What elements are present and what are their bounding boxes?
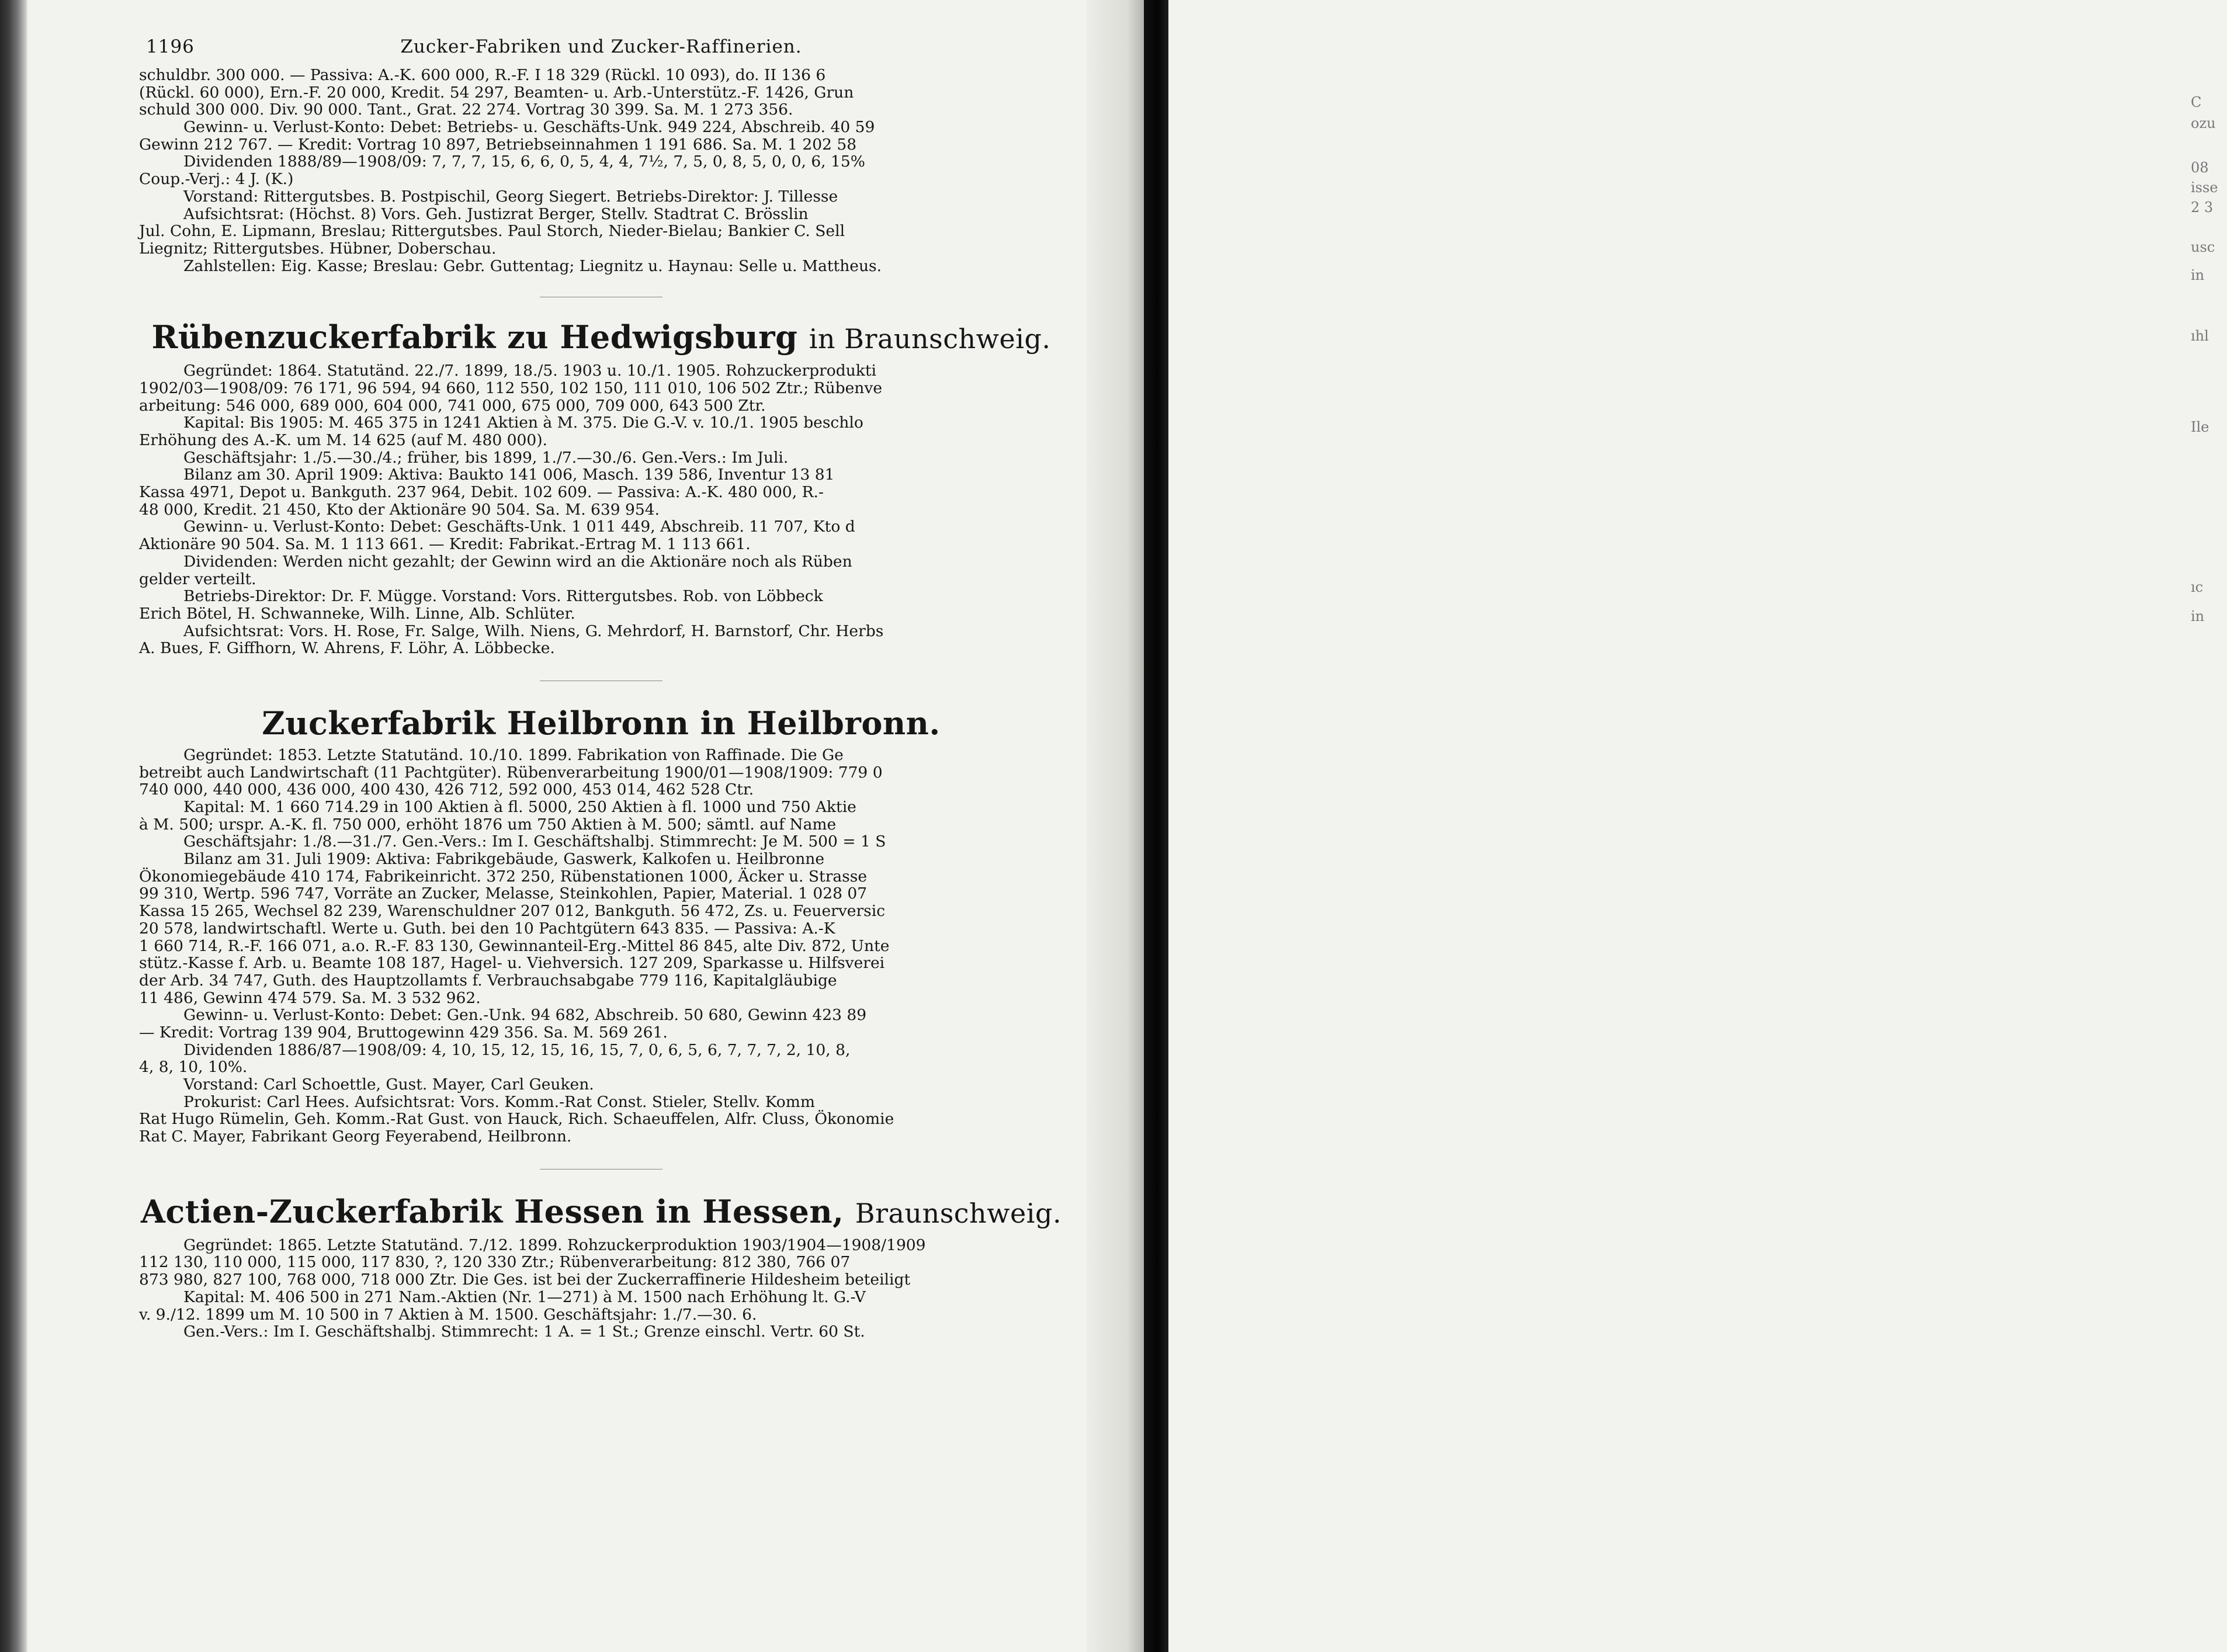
company-location: in Braunschweig.	[809, 323, 1051, 355]
text-line: 99 310, Wertp. 596 747, Vorräte an Zucker, Melasse, Steinkohlen, Papier, Material. 1 028 07	[139, 884, 868, 903]
text-line: Gen.-Vers.: Im I. Geschäftshalbj. Stimmrecht: 1 A. = 1 St.; Grenze einschl. Vertr. 60 St.	[183, 1323, 865, 1341]
company-title-heilbronn	[139, 704, 1063, 742]
company-entry-hessen	[139, 1237, 1063, 1341]
company-name: Rübenzuckerfabrik zu Hedwigsburg	[151, 318, 798, 356]
text-line: gelder verteilt.	[139, 570, 256, 588]
text-line: à M. 500; urspr. A.-K. fl. 750 000, erhöht 1876 um 750 Aktien à M. 500; sämtl. auf Name	[139, 815, 837, 834]
text-line: Gewinn- u. Verlust-Konto: Debet: Gen.-Unk. 94 682, Abschreib. 50 680, Gewinn 423 89	[183, 1006, 867, 1025]
text-line: Jul. Cohn, E. Lipmann, Breslau; Rittergutsbes. Paul Storch, Nieder-Bielau; Bankier C. Sell	[139, 222, 845, 241]
text-line: 11 486, Gewinn 474 579. Sa. M. 3 532 962.	[139, 988, 481, 1007]
text-line: Gegründet: 1864. Statutänd. 22./7. 1899, 18./5. 1903 u. 10./1. 1905. Rohzuckerprodukti	[183, 362, 876, 380]
text-line: arbeitung: 546 000, 689 000, 604 000, 741 000, 675 000, 709 000, 643 500 Ztr.	[139, 396, 766, 415]
facing-page-strip	[1087, 0, 2218, 1652]
text-line: Rat Hugo Rümelin, Geh. Komm.-Rat Gust. von Hauck, Rich. Schaeuffelen, Alfr. Cluss, Ökonomie	[139, 1110, 894, 1129]
text-line: 873 980, 827 100, 768 000, 718 000 Ztr. Die Ges. ist bei der Zuckerraffinerie Hildesheim beteiligt	[139, 1271, 911, 1289]
text-line: Dividenden 1886/87—1908/09: 4, 10, 15, 12, 15, 16, 15, 7, 0, 6, 5, 6, 7, 7, 7, 2, 10, 8,	[183, 1040, 851, 1059]
text-line: Gewinn- u. Verlust-Konto: Debet: Geschäfts-Unk. 1 011 449, Abschreib. 11 707, Kto d	[183, 518, 855, 536]
text-line: Prokurist: Carl Hees. Aufsichtsrat: Vors. Komm.-Rat Const. Stieler, Stellv. Komm	[183, 1092, 816, 1111]
text-line: Vorstand: Carl Schoettle, Gust. Mayer, Carl Geuken.	[183, 1075, 594, 1094]
text-line: betreibt auch Landwirtschaft (11 Pachtgüter). Rübenverarbeitung 1900/01—1908/1909: 779 0	[139, 763, 883, 782]
company-entry-heilbronn	[139, 747, 1063, 1146]
text-line: v. 9./12. 1899 um M. 10 500 in 7 Aktien à M. 1500. Geschäftsjahr: 1./7.—30. 6.	[139, 1305, 757, 1324]
text-line: Kassa 4971, Depot u. Bankguth. 237 964, Debit. 102 609. — Passiva: A.-K. 480 000, R.-	[139, 483, 824, 502]
text-line: Gegründet: 1865. Letzte Statutänd. 7./12. 1899. Rohzuckerproduktion 1903/1904—1908/1909	[183, 1235, 926, 1254]
text-line: Kassa 15 265, Wechsel 82 239, Warenschuldner 207 012, Bankguth. 56 472, Zs. u. Feuerversic	[139, 902, 886, 921]
text-line: Ökonomiegebäude 410 174, Fabrikeinricht. 372 250, Rübenstationen 1000, Äcker u. Strasse	[139, 867, 868, 886]
text-line: Aktionäre 90 504. Sa. M. 1 113 661. — Kredit: Fabrikat.-Ertrag M. 1 113 661.	[139, 535, 751, 554]
text-line: 4, 8, 10, 10%.	[139, 1058, 248, 1077]
facing-fragment: 2 3	[2191, 199, 2214, 216]
text-line: Kapital: Bis 1905: M. 465 375 in 1241 Aktien à M. 375. Die G.-V. v. 10./1. 1905 beschlo	[183, 414, 863, 432]
text-line: Dividenden 1888/89—1908/09: 7, 7, 7, 15, 6, 6, 0, 5, 4, 4, 7½, 7, 5, 0, 8, 5, 0, 0, 6, 15%	[183, 152, 865, 171]
text-line: stütz.-Kasse f. Arb. u. Beamte 108 187, Hagel- u. Viehversich. 127 209, Sparkasse u. Hilfsverei	[139, 954, 885, 973]
text-line: 1902/03—1908/09: 76 171, 96 594, 94 660, 112 550, 102 150, 111 010, 106 502 Ztr.; Rübenve	[139, 379, 883, 397]
text-line: 740 000, 440 000, 436 000, 400 430, 426 712, 592 000, 453 014, 462 528 Ctr.	[139, 780, 754, 799]
running-title: Zucker-Fabriken und Zucker-Raffinerien.	[400, 36, 802, 57]
text-line: Gewinn 212 767. — Kredit: Vortrag 10 897, Betriebseinnahmen 1 191 686. Sa. M. 1 202 58	[139, 135, 857, 154]
text-line: Rat C. Mayer, Fabrikant Georg Feyerabend, Heilbronn.	[139, 1127, 572, 1146]
facing-fragment: ıc	[2191, 579, 2204, 595]
text-line: Gewinn- u. Verlust-Konto: Debet: Betriebs- u. Geschäfts-Unk. 949 224, Abschreib. 40 59	[183, 118, 875, 137]
company-location: Braunschweig.	[855, 1197, 1062, 1229]
text-line: Liegnitz; Rittergutsbes. Hübner, Doberschau.	[139, 239, 497, 258]
text-line: Zahlstellen: Eig. Kasse; Breslau: Gebr. Guttentag; Liegnitz u. Haynau: Selle u. Mattheus.	[183, 256, 882, 275]
text-line: der Arb. 34 747, Guth. des Hauptzollamts f. Verbrauchsabgabe 779 116, Kapitalgläubige	[139, 971, 837, 990]
text-line: Bilanz am 30. April 1909: Aktiva: Baukto 141 006, Masch. 139 586, Inventur 13 81	[183, 466, 835, 484]
text-line: Geschäftsjahr: 1./5.—30./4.; früher, bis 1899, 1./7.—30./6. Gen.-Vers.: Im Juli.	[183, 448, 789, 467]
text-line: Aufsichtsrat: Vors. H. Rose, Fr. Salge, Wilh. Niens, G. Mehrdorf, H. Barnstorf, Chr. Herbs	[183, 622, 884, 640]
company-title-hessen	[139, 1193, 1063, 1232]
scan-edge-left	[0, 0, 28, 1652]
facing-fragment: ıhl	[2191, 328, 2209, 344]
text-line: (Rückl. 60 000), Ern.-F. 20 000, Kredit. 54 297, Beamten- u. Arb.-Unterstütz.-F. 1426, Grun	[139, 83, 854, 102]
text-line: Vorstand: Rittergutsbes. B. Postpischil, Georg Siegert. Betriebs-Direktor: J. Tillesse	[183, 187, 838, 206]
facing-fragment: C	[2191, 94, 2202, 110]
text-line: 20 578, landwirtschaftl. Werte u. Guth. bei den 10 Pachtgütern 643 835. — Passiva: A.-K	[139, 919, 835, 938]
book-page	[139, 36, 1063, 1637]
scan-edge-right	[1144, 0, 1168, 1652]
text-line: Kapital: M. 406 500 in 271 Nam.-Aktien (Nr. 1—271) à M. 1500 nach Erhöhung lt. G.-V	[183, 1287, 866, 1306]
facing-fragment: usc	[2191, 239, 2215, 255]
text-line: Dividenden: Werden nicht gezahlt; der Gewinn wird an die Aktionäre noch als Rüben	[183, 552, 852, 571]
facing-fragment: Ile	[2191, 419, 2209, 435]
text-line: Betriebs-Direktor: Dr. F. Mügge. Vorstand: Vors. Rittergutsbes. Rob. von Löbbeck	[183, 587, 823, 606]
carryover-entry	[139, 67, 1063, 275]
text-line: A. Bues, F. Giffhorn, W. Ahrens, F. Löhr, A. Löbbecke.	[139, 639, 555, 658]
company-entry-hedwigsburg	[139, 362, 1063, 657]
text-line: schuldbr. 300 000. — Passiva: A.-K. 600 000, R.-F. I 18 329 (Rückl. 10 093), do. II 136 6	[139, 66, 826, 84]
company-title-hedwigsburg	[139, 318, 1063, 358]
company-name: Zuckerfabrik Heilbronn in Heilbronn.	[262, 704, 941, 742]
text-line: schuld 300 000. Div. 90 000. Tant., Grat. 22 274. Vortrag 30 399. Sa. M. 1 273 356.	[139, 100, 793, 119]
text-line: Kapital: M. 1 660 714.29 in 100 Aktien à fl. 5000, 250 Aktien à fl. 1000 und 750 Aktie	[183, 798, 856, 816]
facing-fragment: in	[2191, 608, 2205, 624]
text-line: — Kredit: Vortrag 139 904, Bruttogewinn 429 356. Sa. M. 569 261.	[139, 1023, 668, 1042]
facing-fragment: in	[2191, 267, 2205, 283]
text-line: Erich Bötel, H. Schwanneke, Wilh. Linne, Alb. Schlüter.	[139, 604, 575, 623]
text-line: Bilanz am 31. Juli 1909: Aktiva: Fabrikgebäude, Gaswerk, Kalkofen u. Heilbronne	[183, 850, 825, 869]
text-line: Erhöhung des A.-K. um M. 14 625 (auf M. 480 000).	[139, 431, 547, 449]
running-head	[139, 36, 1063, 62]
text-line: Gegründet: 1853. Letzte Statutänd. 10./10. 1899. Fabrikation von Raffinade. Die Ge	[183, 745, 844, 764]
text-line: 48 000, Kredit. 21 450, Kto der Aktionäre 90 504. Sa. M. 639 954.	[139, 500, 660, 519]
text-line: 1 660 714, R.-F. 166 071, a.o. R.-F. 83 130, Gewinnanteil-Erg.-Mittel 86 845, alte Div. 872, Unte	[139, 936, 890, 955]
facing-fragment: ozu	[2191, 115, 2216, 131]
facing-fragment: isse	[2191, 179, 2218, 196]
facing-fragment: 08	[2191, 159, 2209, 176]
text-line: Coup.-Verj.: 4 J. (K.)	[139, 170, 294, 189]
text-line: Aufsichtsrat: (Höchst. 8) Vors. Geh. Justizrat Berger, Stellv. Stadtrat C. Brösslin	[183, 204, 809, 223]
text-line: Geschäftsjahr: 1./8.—31./7. Gen.-Vers.: Im I. Geschäftshalbj. Stimmrecht: Je M. 500 = 1 S	[183, 832, 886, 851]
text-line: 112 130, 110 000, 115 000, 117 830, ?, 120 330 Ztr.; Rübenverarbeitung: 812 380, 766 07	[139, 1253, 851, 1272]
company-name: Actien-Zuckerfabrik Hessen in Hessen,	[140, 1192, 844, 1230]
page-number: 1196	[146, 36, 195, 57]
